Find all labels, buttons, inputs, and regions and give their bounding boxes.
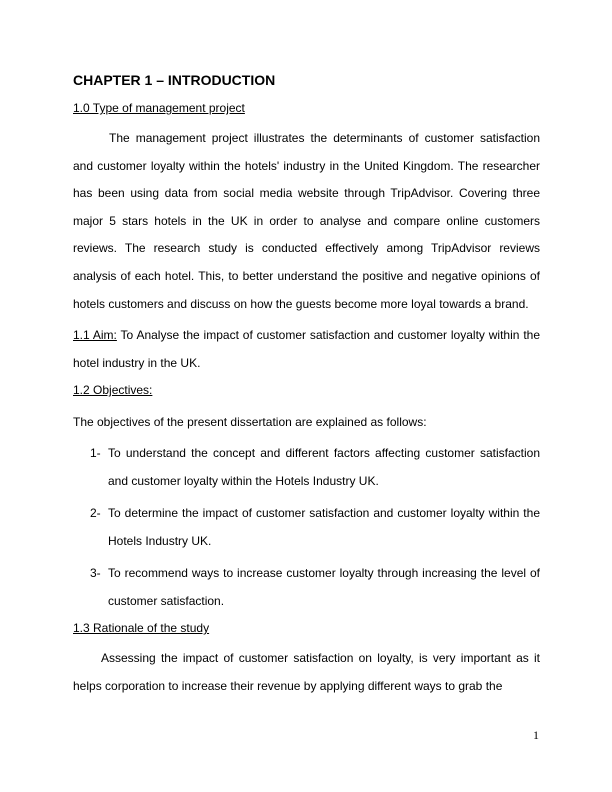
paragraph-type-of-project: The management project illustrates the determinants of customer satisfaction and customer loyalty within the hotels' industry in the United Kingdom. The researcher has been using data from social media website through TripAdvisor. Covering three major 5 stars hotels in the UK in order to analyse and compare online customers reviews. The research study is conducted effectively among TripAdvisor reviews analysis of each hotel. This, to better understand the positive and negative opinions of hotels customers and discuss on how the guests become more loyal towards a brand. bbox=[73, 131, 540, 311]
aim-heading: 1.1 Aim: bbox=[73, 328, 117, 343]
page-content bbox=[73, 70, 540, 705]
section-heading-type-of-project: 1.0 Type of management project bbox=[73, 101, 245, 115]
aim-paragraph bbox=[73, 322, 540, 377]
section-heading-rationale: 1.3 Rationale of the study bbox=[73, 621, 210, 636]
objectives-intro: The objectives of the present dissertation are explained as follows: bbox=[73, 415, 427, 430]
page-number: 1 bbox=[533, 728, 539, 742]
objective-item bbox=[73, 499, 540, 555]
aim-text: To Analyse the impact of customer satisfaction and customer loyalty within the hotel industry in the UK. bbox=[73, 328, 541, 370]
chapter-title: CHAPTER 1 – INTRODUCTION bbox=[73, 72, 276, 88]
objective-number: 3- bbox=[90, 566, 101, 581]
objective-text: To recommend ways to increase customer loyalty through increasing the level of customer satisfaction. bbox=[108, 566, 540, 609]
objective-text: To understand the concept and different factors affecting customer satisfaction and customer loyalty within the Hotels Industry UK. bbox=[108, 446, 540, 489]
objective-number: 1- bbox=[90, 446, 101, 461]
objective-item bbox=[73, 439, 540, 495]
section-heading-objectives: 1.2 Objectives: bbox=[73, 383, 153, 398]
objectives-list bbox=[73, 439, 540, 615]
objective-item bbox=[73, 559, 540, 615]
objective-text: To determine the impact of customer satisfaction and customer loyalty within the Hotels Industry UK. bbox=[108, 506, 540, 549]
paragraph-rationale: Assessing the impact of customer satisfaction on loyalty, is very important as it helps corporation to increase their revenue by applying different ways to grab the bbox=[73, 651, 540, 693]
objective-number: 2- bbox=[90, 506, 101, 521]
